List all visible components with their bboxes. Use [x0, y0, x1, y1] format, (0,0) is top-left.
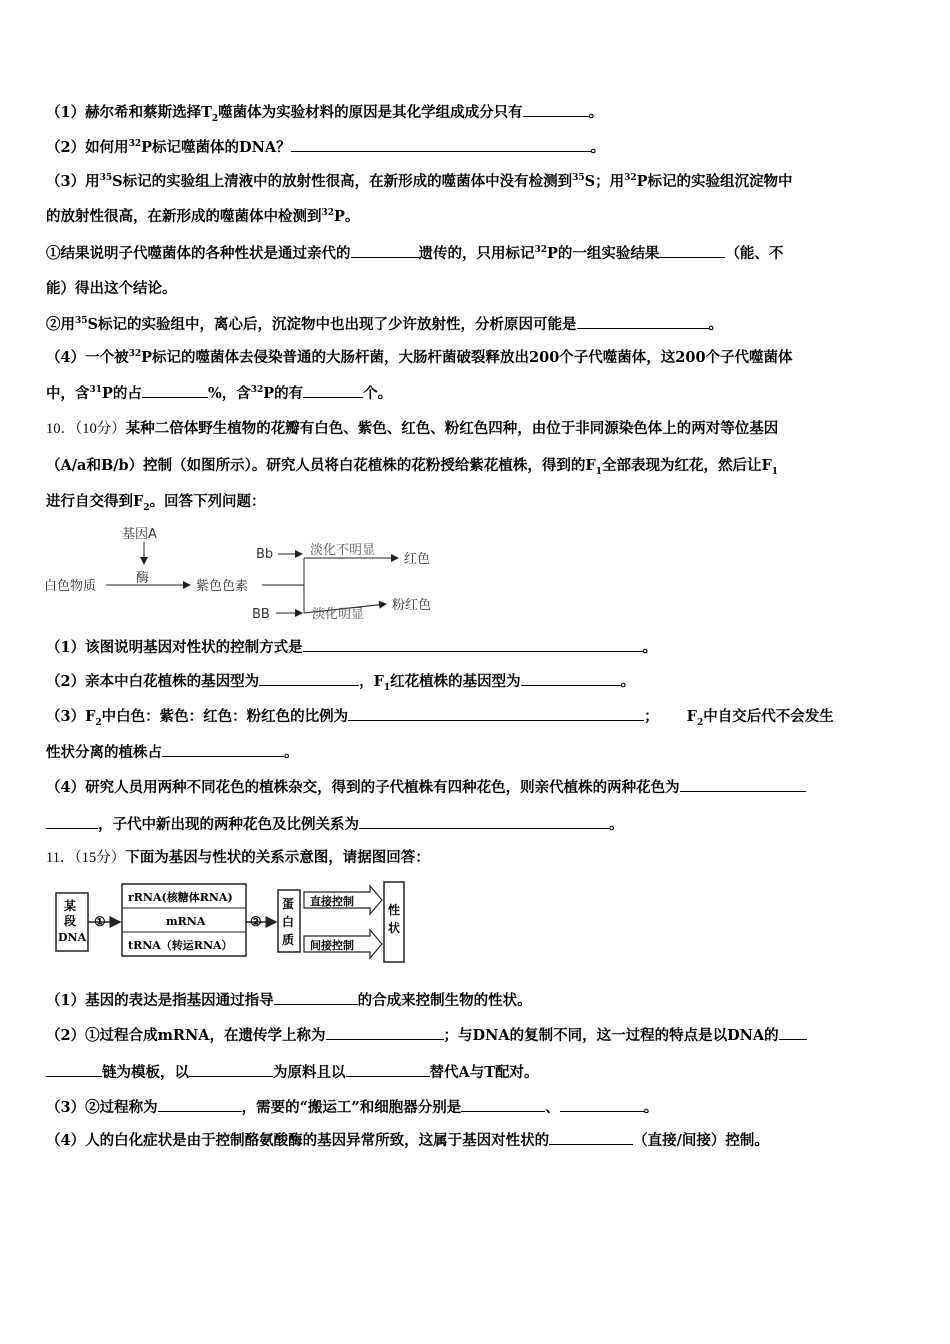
pink-label: 粉红色 — [392, 598, 432, 613]
blank[interactable] — [46, 1062, 102, 1077]
q10-sub-4b: ，子代中新出现的两种花色及比例关系为 。 — [46, 814, 902, 835]
q11-sub-3: （3）②过程称为 ，需要的“搬运工”和细胞器分别是 、 。 — [46, 1099, 659, 1116]
direct-control-label: 直接控制 — [310, 895, 354, 908]
blank[interactable] — [303, 637, 643, 652]
mrna-label: mRNA — [166, 915, 206, 928]
q9-line-8: （4）一个被$^{32}$P标记的噬菌体去侵染普通的大肠杆菌，大肠杆菌破裂释放出200个子代噬菌体，这200个子代噬菌体 — [46, 349, 793, 366]
q9-line-2: （2）如何用$^{32}$P标记噬菌体的DNA？ 。 — [46, 139, 606, 156]
gene-a-label: 基因A — [122, 527, 157, 542]
q11-sub-2: （2）①过程合成mRNA，在遗传学上称为 ；与DNA的复制不同，这一过程的特点是以DNA的 — [46, 1025, 902, 1046]
blank[interactable] — [659, 243, 725, 258]
q10-sub-1: （1）该图说明基因对性状的控制方式是 。 — [46, 639, 658, 656]
q9-line-3: （3）用$^{35}$S标记的实验组上清液中的放射性很高，在新形成的噬菌体中没有检测到$^{35}$S；用$^{32}$P标记的实验组沉淀物中 — [46, 173, 793, 190]
q9-line-1: （1）赫尔希和蔡斯选择$T_2$噬菌体为实验材料的原因是其化学组成成分只有 。 — [46, 104, 604, 124]
q10-line-2: （A/a和B/b）控制（如图所示）。研究人员将白花植株的花粉授给紫花植株，得到的$F_1$全部表现为红花，然后让$F_1$ — [46, 457, 779, 477]
blank[interactable] — [346, 1062, 430, 1077]
dna-label-3: DNA — [58, 931, 87, 944]
q9-line-9: 中，含$^{31}$P的占 %，含$^{32}$P的有 个。 — [46, 385, 393, 402]
bb-homo-label: BB — [252, 607, 270, 622]
blank[interactable] — [142, 383, 208, 398]
q10-line-3: 进行自交得到$F_2$。回答下列问题： — [46, 493, 266, 513]
q10-sub-3: $(3)F_2$中白色：紫色：红色：粉红色的比例为 ； $F_2$中自交后代不会发生 — [46, 708, 834, 728]
blank[interactable] — [351, 243, 419, 258]
blank[interactable] — [680, 777, 806, 792]
dna-label-2: 段 — [64, 914, 77, 928]
red-label: 红色 — [404, 552, 431, 567]
blank[interactable] — [779, 1025, 807, 1040]
protein-label-3: 质 — [282, 933, 295, 947]
q11-sub-2b: 链为模板，以 为原料且以 替代A与T配对。 — [46, 1062, 902, 1083]
protein-label-2: 白 — [282, 915, 295, 929]
blank[interactable] — [523, 102, 589, 117]
blank[interactable] — [577, 314, 709, 329]
trait-label-1: 性 — [388, 903, 401, 917]
blank[interactable] — [326, 1025, 444, 1040]
blank[interactable] — [348, 706, 644, 721]
blank[interactable] — [46, 814, 98, 829]
q10-sub-2: （2）亲本中白花植株的基因型为 ，$F_1$红花植株的基因型为 。 — [46, 673, 636, 693]
indirect-control-label: 间接控制 — [310, 939, 354, 952]
blank[interactable] — [274, 990, 358, 1005]
q9-line-4: 的放射性很高，在新形成的噬菌体中检测到$^{32}$P。 — [46, 208, 360, 225]
blank[interactable] — [158, 1097, 242, 1112]
blank[interactable] — [359, 814, 609, 829]
blank[interactable] — [259, 671, 359, 686]
dna-label-1: 某 — [64, 899, 77, 913]
blank[interactable] — [303, 383, 363, 398]
q10-sub-3b: 性状分离的植株占 。 — [46, 744, 299, 761]
q11-sub-4: （4）人的白化症状是由于控制酪氨酸酶的基因异常所致，这属于基因对性状的 （直接/间接）控制。 — [46, 1132, 769, 1149]
obvious-label: 淡化明显 — [312, 607, 365, 622]
purple-pigment-label: 紫色色素 — [196, 579, 249, 594]
q10-line-1: 10．（10分）某种二倍体野生植物的花瓣有白色、紫色、红色、粉红色四种，由位于非同源染色体上的两对等位基因 — [46, 420, 779, 437]
q10-sub-4: （4）研究人员用两种不同花色的植株杂交，得到的子代植株有四种花色，则亲代植株的两种花色为 — [46, 777, 902, 798]
blank[interactable] — [521, 671, 621, 686]
trait-label-2: 状 — [388, 921, 401, 935]
trna-label: tRNA（转运RNA） — [128, 939, 233, 952]
blank[interactable] — [189, 1062, 273, 1077]
step1-label: ① — [94, 915, 106, 930]
step2-label: ② — [250, 915, 262, 930]
blank[interactable] — [162, 742, 284, 757]
blank[interactable] — [291, 137, 591, 152]
bb-hetero-label: Bb — [256, 547, 274, 562]
q11-sub-1: （1）基因的表达是指基因通过指导 的合成来控制生物的性状。 — [46, 992, 532, 1009]
rrna-label: rRNA(核糖体RNA) — [128, 891, 233, 904]
blank[interactable] — [461, 1097, 545, 1112]
q11-line-1: 11．（15分）下面为基因与性状的关系示意图，请据图回答： — [46, 849, 430, 866]
blank[interactable] — [560, 1097, 644, 1112]
blank[interactable] — [549, 1130, 633, 1145]
protein-label-1: 蛋 — [282, 897, 295, 911]
white-substance-label: 白色物质 — [44, 579, 97, 594]
faint-label: 淡化不明显 — [310, 543, 376, 558]
enzyme-label: 酶 — [136, 571, 150, 586]
q9-line-5: ①结果说明子代噬菌体的各种性状是通过亲代的 遗传的，只用标记$^{32}$P的一组实验结果 （能、不 — [46, 245, 784, 262]
q9-line-7: ②用$^{35}$S标记的实验组中，离心后，沉淀物中也出现了少许放射性，分析原因可能是 。 — [46, 316, 723, 333]
q11-gene-trait-diagram — [48, 878, 413, 966]
q9-line-6: 能）得出这个结论。 — [46, 280, 177, 297]
q10-pathway-diagram — [40, 520, 460, 630]
